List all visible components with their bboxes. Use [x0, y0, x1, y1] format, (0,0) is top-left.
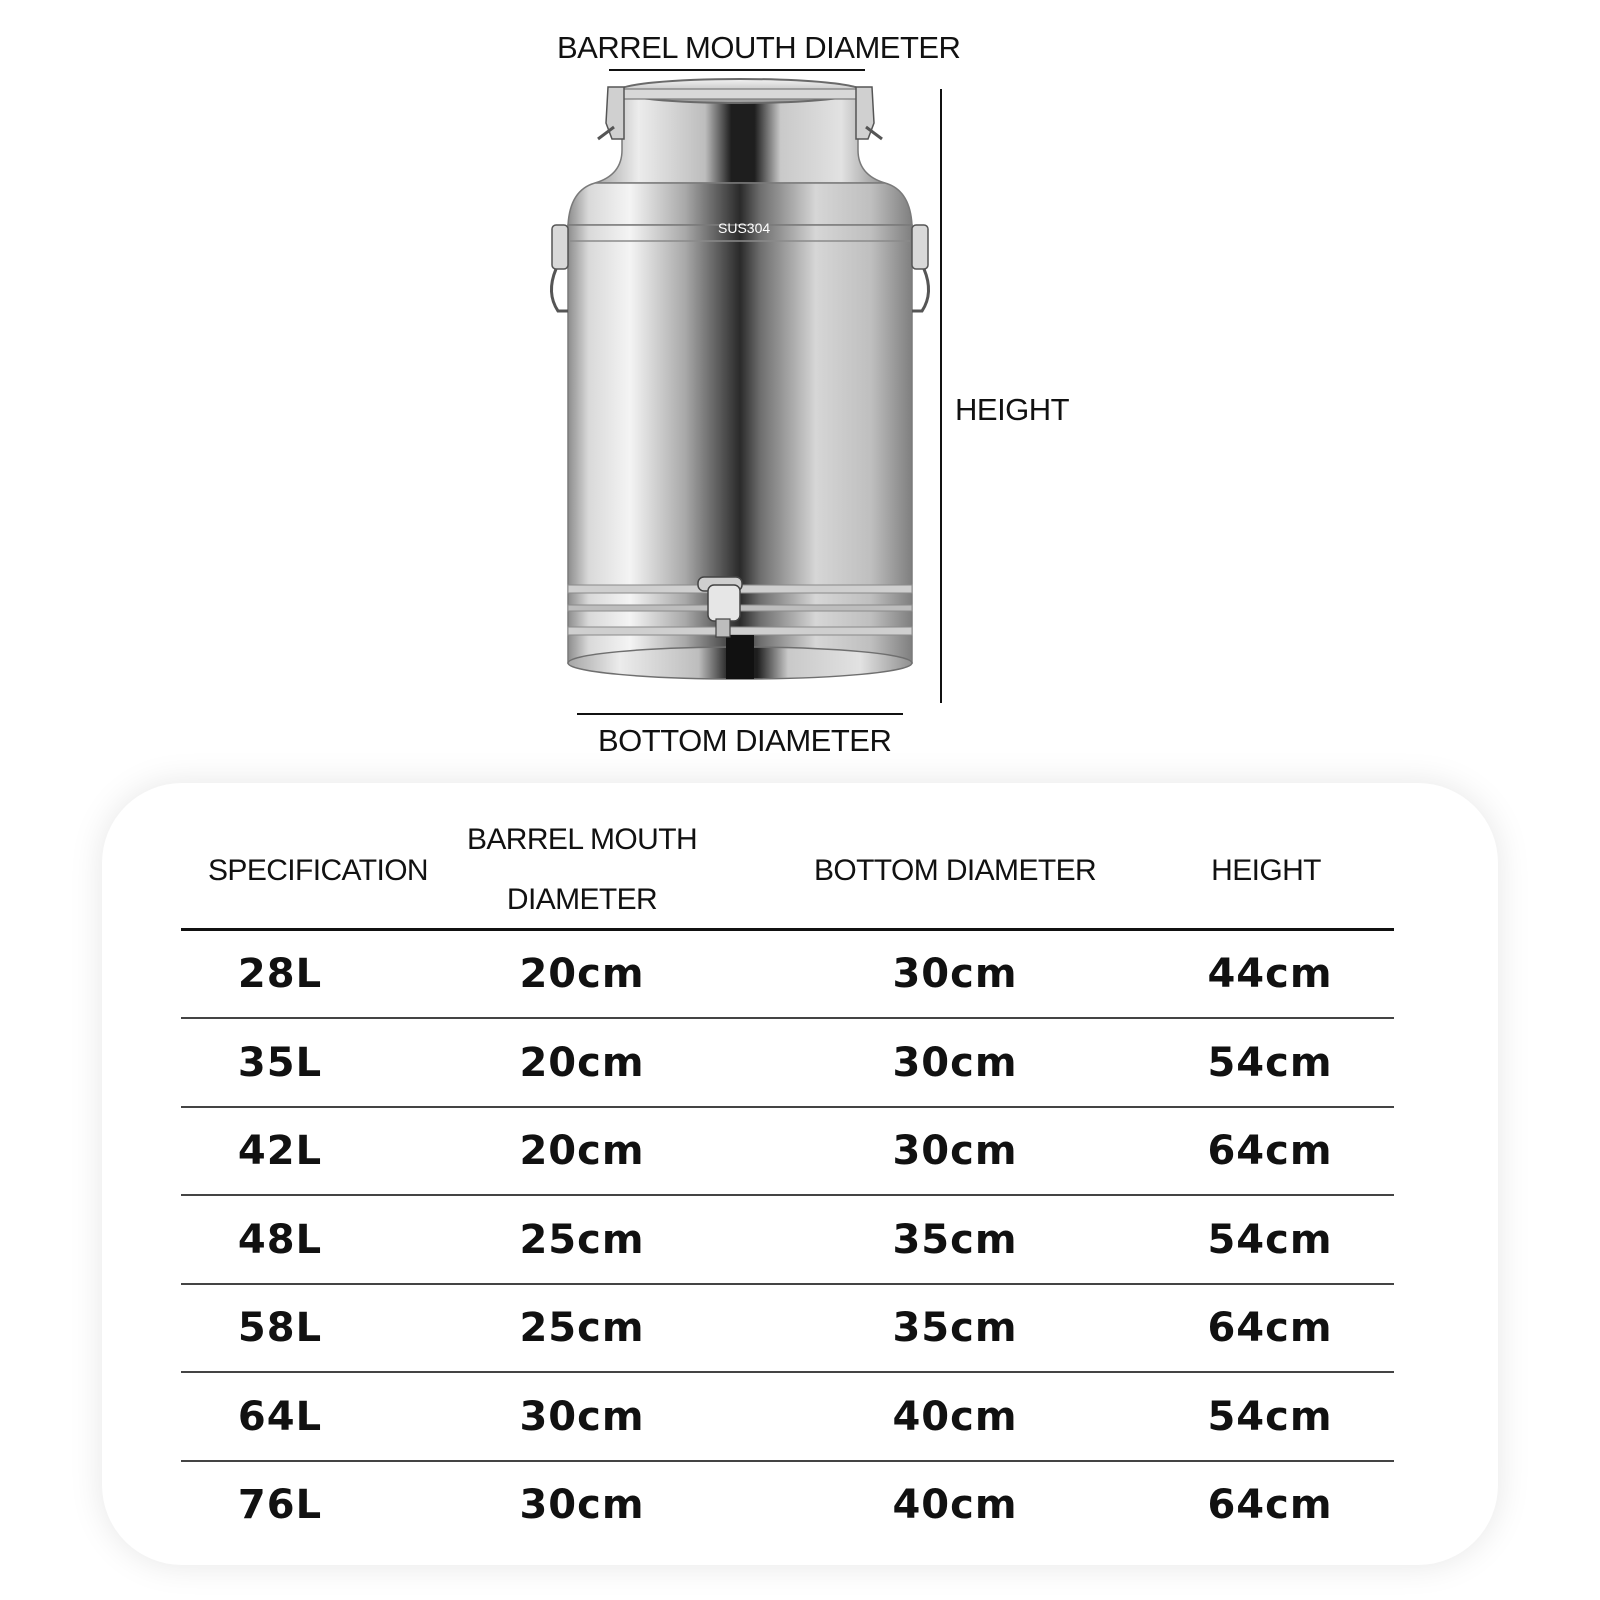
- table-cell-spec: 42L: [237, 1128, 323, 1174]
- table-row-divider: [181, 1371, 1394, 1373]
- table-row-divider: [181, 1460, 1394, 1462]
- table-cell-mouth: 25cm: [519, 1305, 645, 1351]
- header-bottom-diameter: BOTTOM DIAMETER: [813, 854, 1097, 887]
- header-divider: [181, 928, 1394, 931]
- table-cell-height: 64cm: [1207, 1128, 1333, 1174]
- header-barrel-mouth-diameter-line1: BARREL MOUTH: [466, 823, 698, 856]
- table-cell-mouth: 25cm: [519, 1216, 645, 1263]
- table-row-divider: [181, 1283, 1394, 1285]
- table-row-divider: [181, 1194, 1394, 1196]
- table-cell-bottom: 30cm: [892, 1128, 1018, 1174]
- table-cell-bottom: 30cm: [892, 1039, 1018, 1086]
- table-cell-height: 44cm: [1207, 951, 1333, 997]
- height-dimension-line: [940, 89, 942, 703]
- header-barrel-mouth-diameter-line2: DIAMETER: [506, 883, 658, 916]
- table-cell-spec: 76L: [237, 1482, 323, 1528]
- header-specification: SPECIFICATION: [208, 854, 428, 887]
- stainless-steel-barrel-illustration: [540, 65, 940, 705]
- table-cell-spec: 28L: [237, 951, 323, 997]
- table-cell-height: 64cm: [1207, 1482, 1333, 1528]
- height-label: HEIGHT: [955, 392, 1070, 427]
- table-row-divider: [181, 1017, 1394, 1019]
- bottom-dimension-line: [577, 713, 903, 715]
- table-cell-height: 54cm: [1207, 1039, 1333, 1086]
- table-cell-mouth: 20cm: [519, 1128, 645, 1174]
- table-cell-mouth: 30cm: [519, 1482, 645, 1528]
- table-cell-height: 54cm: [1207, 1393, 1333, 1440]
- header-height: HEIGHT: [1211, 854, 1321, 887]
- table-cell-spec: 58L: [237, 1305, 323, 1351]
- table-cell-bottom: 40cm: [892, 1393, 1018, 1440]
- table-row-divider: [181, 1106, 1394, 1108]
- table-cell-mouth: 20cm: [519, 951, 645, 997]
- table-cell-spec: 35L: [237, 1039, 323, 1086]
- bottom-diameter-label: BOTTOM DIAMETER: [598, 723, 892, 758]
- table-cell-spec: 64L: [237, 1393, 323, 1440]
- table-cell-height: 64cm: [1207, 1305, 1333, 1351]
- table-cell-bottom: 40cm: [892, 1482, 1018, 1528]
- sus304-marking: SUS304: [718, 220, 771, 236]
- table-cell-bottom: 35cm: [892, 1216, 1018, 1263]
- table-cell-bottom: 35cm: [892, 1305, 1018, 1351]
- table-cell-mouth: 20cm: [519, 1039, 645, 1086]
- table-cell-spec: 48L: [237, 1216, 323, 1263]
- table-cell-bottom: 30cm: [892, 951, 1018, 997]
- table-cell-mouth: 30cm: [519, 1393, 645, 1440]
- table-cell-height: 54cm: [1207, 1216, 1333, 1263]
- barrel-mouth-diameter-label: BARREL MOUTH DIAMETER: [557, 30, 961, 65]
